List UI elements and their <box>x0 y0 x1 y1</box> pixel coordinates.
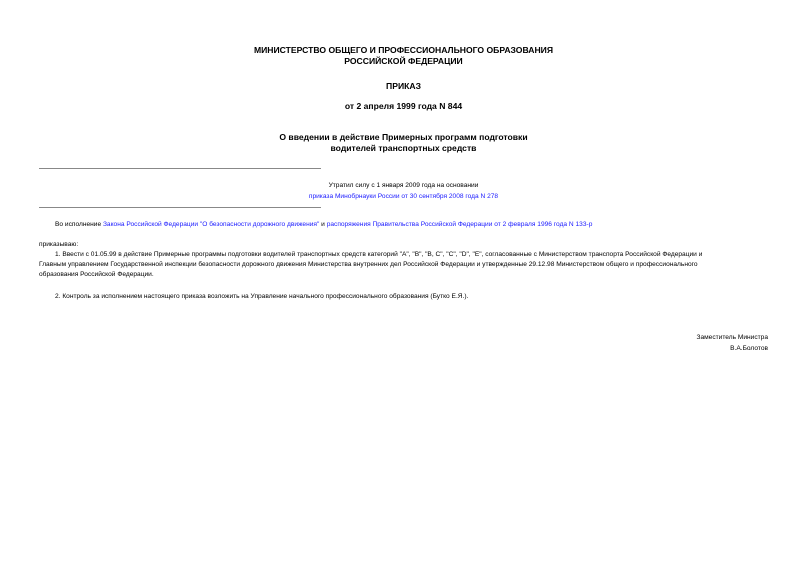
decree-link[interactable]: распоряжения Правительства Российской Федерации от 2 февраля 1996 года N 133-р <box>326 221 593 228</box>
item-1-line-3: образования Российской Федерации. <box>39 271 154 278</box>
divider-top <box>39 168 321 169</box>
document-date-number: от 2 апреля 1999 года N 844 <box>344 101 463 111</box>
signatory-position: Заместитель Министра <box>696 334 768 341</box>
title-line-1: О введении в действие Примерных программ подготовки <box>279 132 528 142</box>
ministry-header <box>0 45 807 67</box>
document-title <box>0 132 807 154</box>
order-word: приказываю: <box>39 241 79 248</box>
signatory-name: В.А.Болотов <box>730 345 768 352</box>
item-2: 2. Контроль за исполнением настоящего приказа возложить на Управление начального профессионального образования (Бутко Е.Я.). <box>55 293 469 300</box>
ministry-line-2: РОССИЙСКОЙ ФЕДЕРАЦИИ <box>344 56 463 66</box>
item-1-line-2: Главным управлением Государственной инспекции безопасности дорожного движения Министерства внутренних дел Российской Федерации и утвержденные 29.12.98 Министерством общего и профессионального <box>39 261 698 268</box>
basis-prefix: Во исполнение <box>55 221 103 228</box>
basis-paragraph <box>55 220 592 229</box>
basis-middle: и <box>319 221 327 228</box>
document-type: ПРИКАЗ <box>386 81 421 91</box>
item-1-line-1: 1. Ввести с 01.05.99 в действие Примерные программы подготовки водителей транспортных средств категорий "А", "В", "В, С", "С", "D", "Е", согласованные с Министерством транспорта Российской Федерации и <box>55 251 703 258</box>
status-note-link[interactable]: приказа Минобрнауки России от 30 сентября 2008 года N 278 <box>308 193 499 200</box>
status-note-text: Утратил силу с 1 января 2009 года на основании <box>328 182 479 189</box>
divider-bottom <box>39 207 321 208</box>
ministry-line-1: МИНИСТЕРСТВО ОБЩЕГО И ПРОФЕССИОНАЛЬНОГО ОБРАЗОВАНИЯ <box>253 45 554 55</box>
law-link[interactable]: Закона Российской Федерации "О безопасности дорожного движения" <box>102 221 320 228</box>
title-line-2: водителей транспортных средств <box>330 143 477 153</box>
